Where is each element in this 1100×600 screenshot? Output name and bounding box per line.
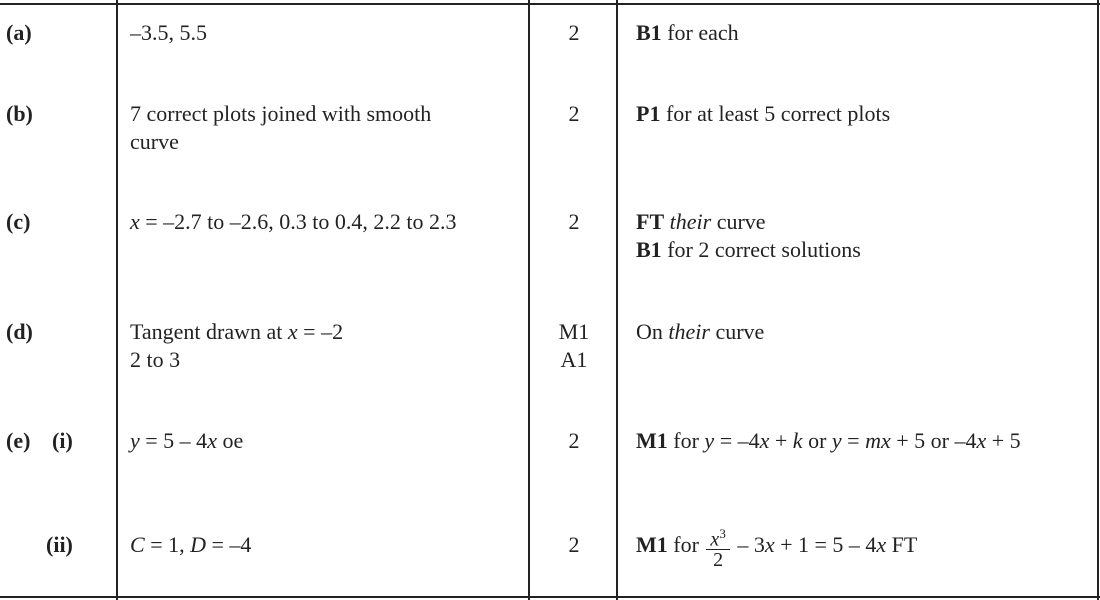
guidance-b-mark: P1 [636, 101, 661, 126]
answer-e-ii-c-val: = 1, [144, 532, 191, 557]
row-label-a: (a) [6, 20, 32, 45]
answer-d-line-2: 2 to 3 [130, 347, 181, 372]
guidance-e-ii-ft: FT [886, 532, 918, 557]
answer-d-post: = –2 [297, 319, 344, 344]
guidance-c-italic: their [669, 209, 712, 234]
guidance-e-i-y2: y [831, 428, 842, 453]
guidance-c-mark-1: FT [636, 209, 665, 234]
answer-e-ii-d: D [190, 532, 206, 557]
guidance-e-ii-rest2: + 1 = 5 – 4 [774, 532, 877, 557]
guidance-e-ii-x: x [764, 532, 775, 557]
row-label-b: (b) [6, 101, 33, 126]
row-sublabel-e-i: (i) [52, 428, 73, 453]
marks-c: 2 [568, 209, 580, 234]
row-sublabel-e-ii: (ii) [46, 532, 73, 557]
answer-c [130, 208, 457, 236]
fraction-numerator [706, 524, 729, 550]
guidance-e-i-mark: M1 [636, 428, 668, 453]
guidance-c-text-1: curve [711, 209, 766, 234]
answer-a: –3.5, 5.5 [130, 20, 207, 45]
answer-e-i-y: y [130, 428, 140, 453]
guidance-e-ii-rest1: – 3 [731, 532, 765, 557]
guidance-b-text: for at least 5 correct plots [660, 101, 891, 126]
answer-e-i-post: oe [216, 428, 244, 453]
table-bottom-border [0, 596, 1100, 598]
fraction-num-var: x [710, 528, 720, 551]
guidance-d-pre: On [636, 319, 669, 344]
guidance-c-line-1 [636, 208, 766, 236]
guidance-e-i-x1: x [759, 428, 770, 453]
guidance-c-mark-2: B1 [636, 237, 662, 262]
answer-e-i [130, 427, 243, 455]
answer-b-line-2: curve [130, 129, 179, 154]
answer-e-i-x: x [207, 428, 217, 453]
row-label-d: (d) [6, 319, 33, 344]
answer-d-var: x [287, 319, 298, 344]
fraction-denominator: 2 [706, 549, 729, 570]
table-right-border [1097, 0, 1099, 600]
answer-d-line-1 [130, 318, 343, 346]
answer-e-ii-d-val: = –4 [206, 532, 252, 557]
guidance-d [636, 318, 764, 346]
marks-e-ii: 2 [568, 532, 580, 557]
answer-b-line-1: 7 correct plots joined with smooth [130, 101, 432, 126]
guidance-a-text: for each [661, 20, 739, 45]
answer-e-i-mid: = 5 – 4 [139, 428, 208, 453]
guidance-e-i-or: or [802, 428, 832, 453]
guidance-e-ii-for: for [667, 532, 705, 557]
guidance-e-i-eq1: = –4 [714, 428, 760, 453]
guidance-e-i-k: k [792, 428, 803, 453]
guidance-e-i-plus5: + 5 or –4 [890, 428, 977, 453]
guidance-e-i-x2: x [976, 428, 987, 453]
answer-c-var: x [130, 209, 140, 234]
guidance-d-italic: their [668, 319, 710, 344]
guidance-e-i [636, 427, 1021, 455]
marks-d-2: A1 [560, 347, 588, 372]
guidance-d-post: curve [709, 319, 765, 344]
guidance-e-i-end: + 5 [986, 428, 1021, 453]
marks-e-i: 2 [568, 428, 580, 453]
guidance-e-i-plus: + [769, 428, 793, 453]
fraction [706, 524, 729, 571]
guidance-e-i-mx: mx [865, 428, 891, 453]
answer-c-text: = –2.7 to –2.6, 0.3 to 0.4, 2.2 to 2.3 [139, 209, 457, 234]
row-label-c: (c) [6, 209, 31, 234]
guidance-e-ii-mark: M1 [636, 532, 668, 557]
marks-a: 2 [568, 20, 580, 45]
guidance-c-text-2: for 2 correct solutions [661, 237, 861, 262]
column-divider-2 [528, 0, 530, 600]
guidance-a-mark: B1 [636, 20, 662, 45]
column-divider-3 [616, 0, 618, 600]
guidance-e-i-eq2: = [841, 428, 866, 453]
answer-d-pre: Tangent drawn at [130, 319, 288, 344]
guidance-a [636, 19, 739, 47]
guidance-b [636, 100, 890, 128]
row-label-e: (e) [6, 428, 31, 453]
table-top-border [0, 3, 1100, 5]
guidance-e-ii-x2: x [876, 532, 887, 557]
guidance-e-ii [636, 520, 917, 570]
answer-e-ii-c: C [130, 532, 145, 557]
marks-b: 2 [568, 101, 580, 126]
guidance-c-line-2 [636, 236, 861, 264]
guidance-e-i-for: for [667, 428, 705, 453]
guidance-e-i-y1: y [704, 428, 715, 453]
fraction-num-exp: 3 [719, 525, 726, 541]
column-divider-1 [116, 0, 118, 600]
marks-d-1: M1 [558, 319, 590, 344]
answer-e-ii [130, 531, 251, 559]
